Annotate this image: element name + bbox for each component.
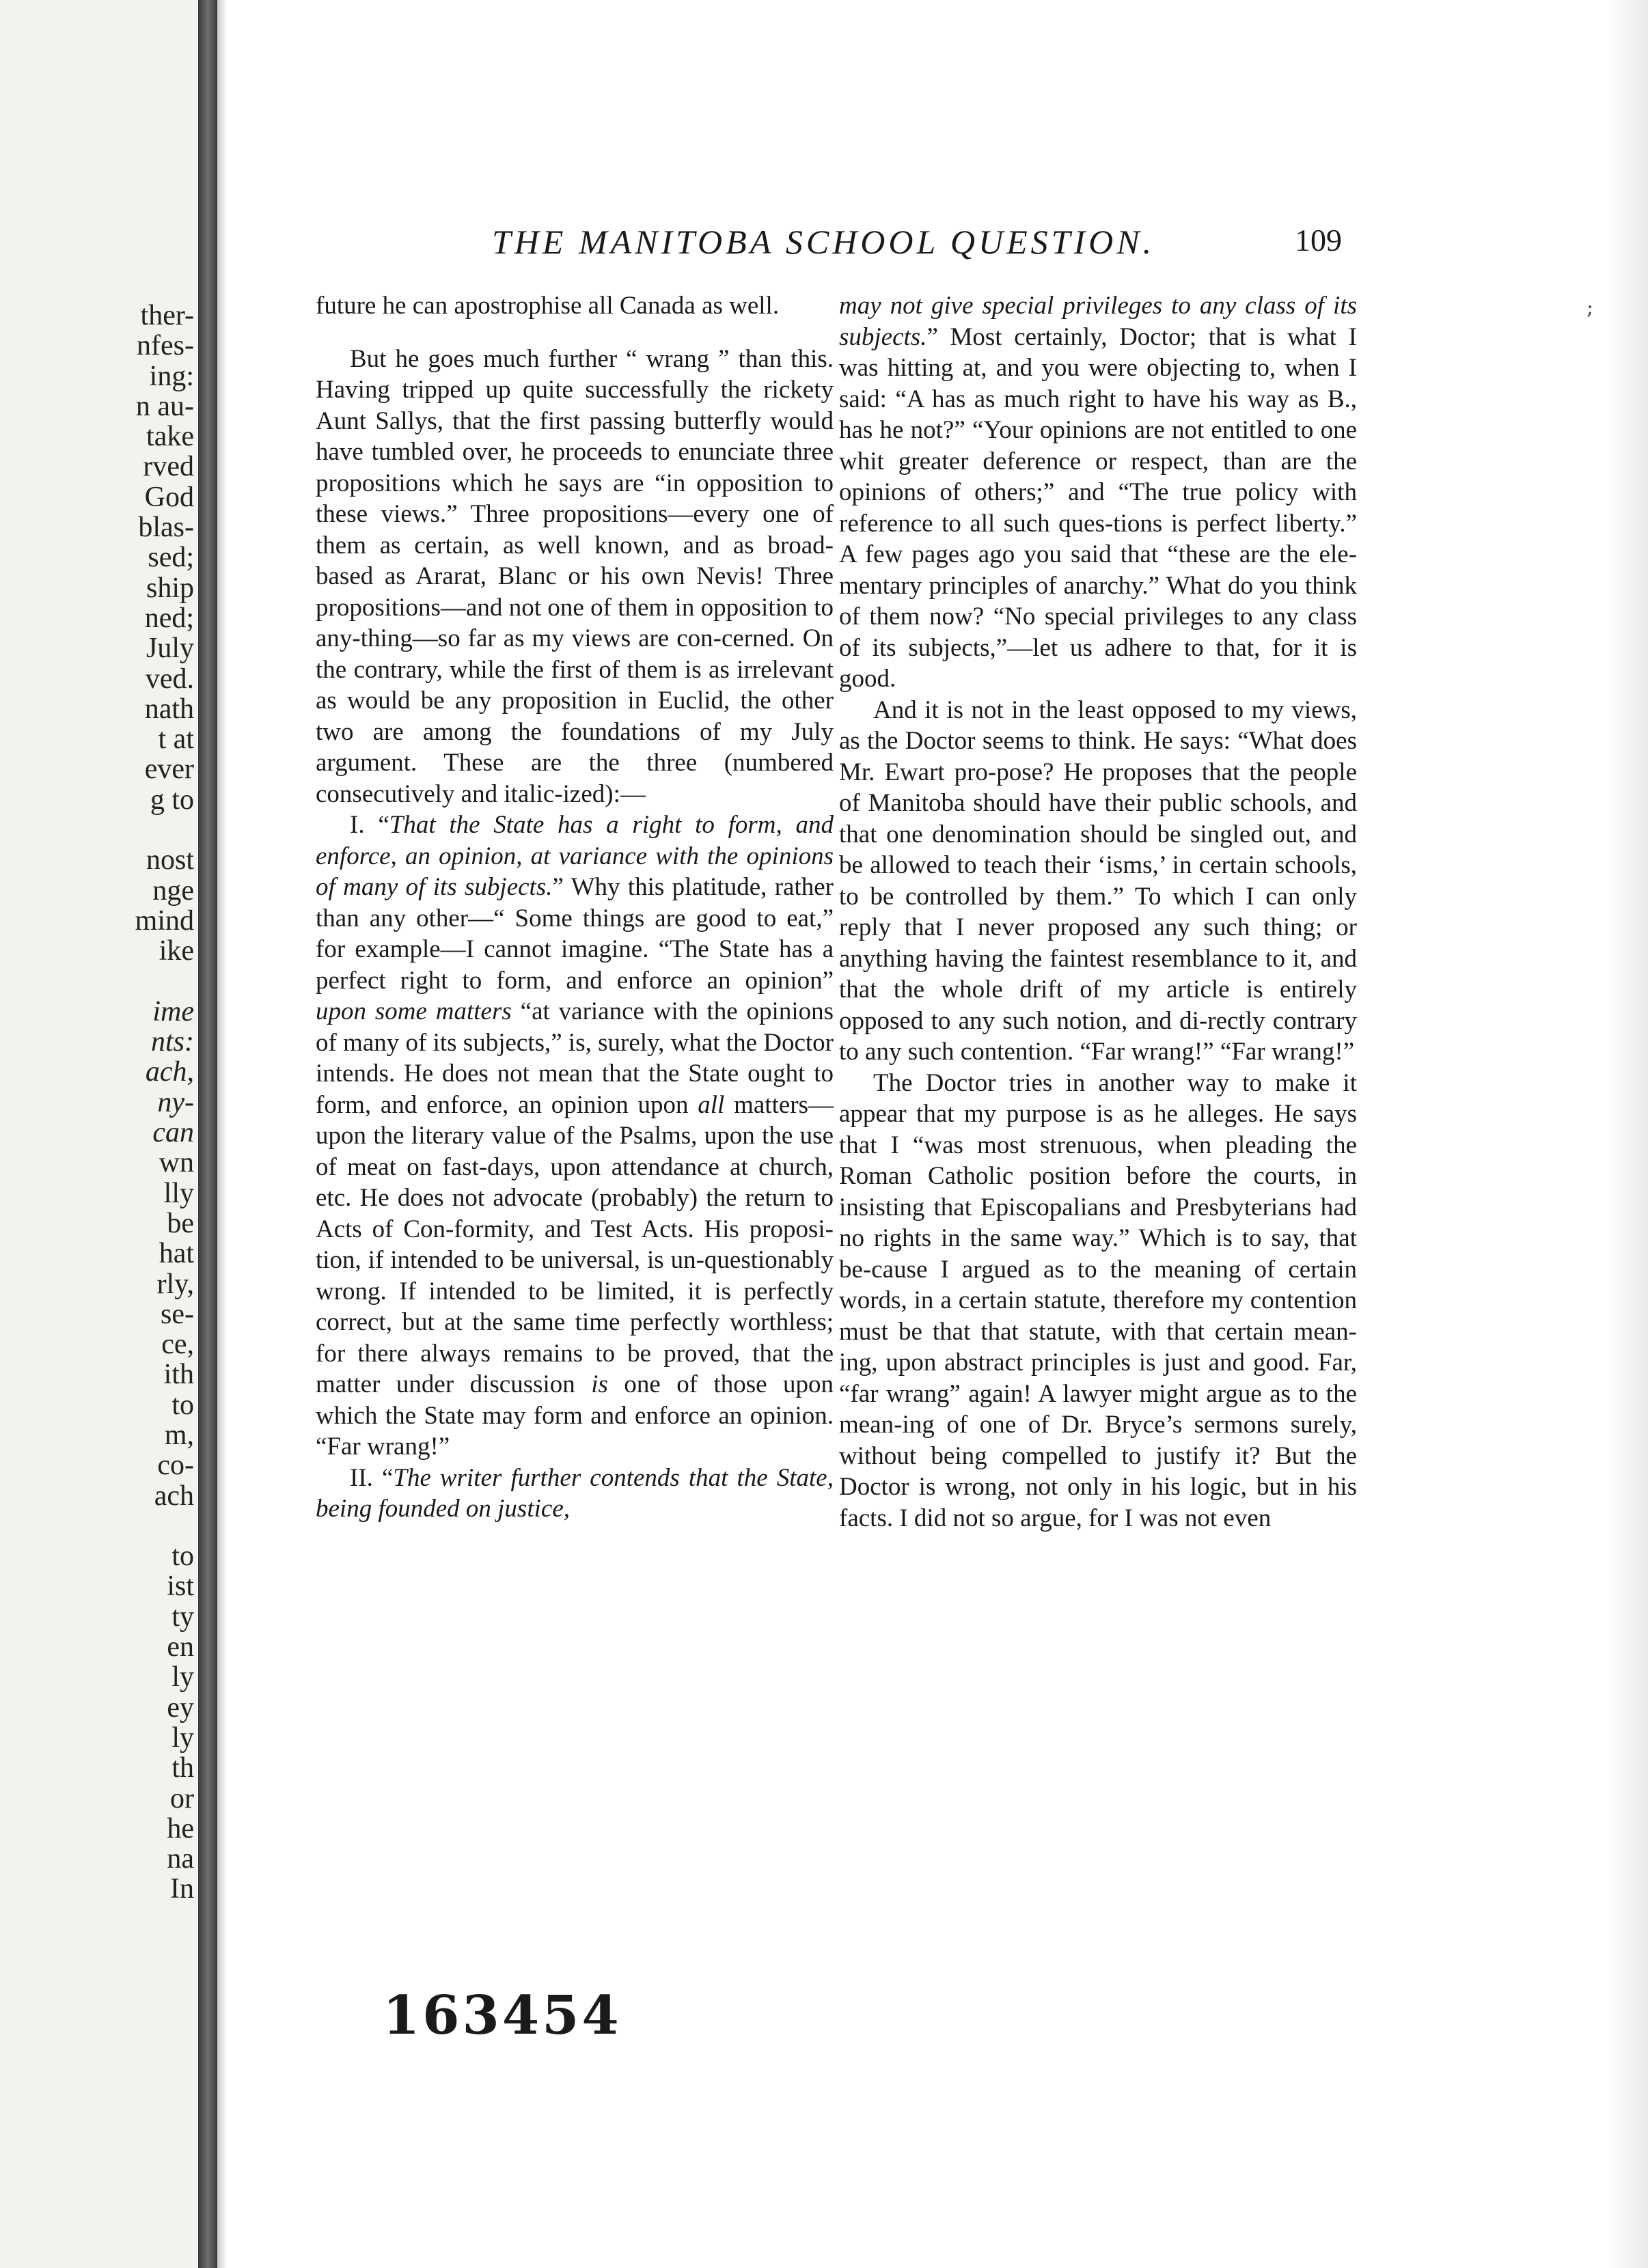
facing-page-fragment: [0, 967, 194, 997]
facing-page-fragment: sed;: [148, 542, 194, 573]
running-head: THE MANITOBA SCHOOL QUESTION.: [492, 223, 1155, 261]
facing-page-fragment: ny-: [157, 1087, 194, 1118]
italic-text: upon some matters: [316, 997, 512, 1025]
facing-page-fragment: July: [146, 633, 194, 664]
stray-mark: ;: [1587, 296, 1594, 320]
right-column: [839, 290, 1357, 1534]
facing-page-fragment: co-: [157, 1450, 194, 1481]
facing-page-fragment: ey: [167, 1692, 194, 1723]
facing-page-fragment: ach,: [145, 1057, 194, 1088]
facing-page: [0, 0, 198, 2268]
text-run: “at variance with the opinions of many of its subjects,” is, surely, what the Doctor intends. He does not mean that the State ought to form, and enforce, an opinion upon: [316, 997, 834, 1119]
facing-page-fragment: ned;: [144, 603, 194, 634]
italic-text: may not give special privileges to any class of its subjects.: [839, 292, 1357, 351]
page-number: 109: [1295, 223, 1342, 258]
facing-page-fragment: ther-: [140, 301, 194, 331]
facing-page-fragment: ith: [163, 1359, 194, 1390]
facing-page-fragment: ly: [171, 1722, 194, 1754]
text-run: ” Most certainly, Doctor; that is what I was hitting at, and you were objecting to, when I said: “A has as much right to have his way as B., has he not?” “Your opinions are not entitled to one whit greater deference or respect, than are the opinions of others;” and “The true policy with reference to all such ques-tions is perfect liberty.” A few pages ago you said that “these are the ele-mentary principles of anarchy.” What do you think of them now? “No special privileges to any class of its subjects,”—let us adhere to that, for it is good.: [839, 322, 1357, 693]
facing-page-fragment: be: [167, 1208, 194, 1239]
text-run: matters—upon the literary value of the Psalms, upon the use of meat on fast-days, upon attendance at church, etc. He does not advocate (probably) the return to Acts of Con-formity, and Test Acts. His proposi-tion, if intended to be universal, is un-questionably wrong. If intended to be limited, it is perfectly correct, but at the same time perfectly worthless; for there always remains to be proved, that the matter under discussion: [316, 1090, 834, 1398]
facing-page-fragment: [0, 1511, 194, 1541]
facing-page-fragment: can: [152, 1118, 194, 1148]
facing-page-fragment: to: [171, 1389, 194, 1420]
facing-page-fragment: lly: [163, 1178, 194, 1208]
right-column-paragraph: The Doctor tries in another way to make it appear that my purpose is as he alleges. He says that I “was most strenuous, when pleading the Roman Catholic position before the courts, in insisting that Episcopalians and Presbyterians had no rights in the same way.” Which is to say, that be-cause I argued as to the meaning of certain words, in a certain statute, therefore my contention must be that that statute, with that certain mean-ing, upon abstract principles is just and good. Far, “far wrang” again! A lawyer might argue as to the mean-ing of one of Dr. Bryce’s sermons surely, without being compelled to justify it? But the Doctor is wrong, not only in his logic, but in his facts. I did not so argue, for I was not even: [839, 1068, 1357, 1532]
facing-page-fragment: n au-: [135, 391, 194, 422]
facing-page-fragment: ing:: [149, 361, 194, 391]
facing-page-fragment: nts:: [151, 1027, 194, 1057]
facing-page-fragment: nath: [144, 693, 194, 725]
italic-text: The writer further contends that the State, being founded on justice,: [316, 1463, 834, 1523]
facing-page-fragment: to: [171, 1541, 194, 1572]
facing-page-fragment: ist: [167, 1571, 194, 1602]
facing-page-fragment: na: [167, 1844, 194, 1875]
facing-page-fragment: ime: [152, 996, 194, 1027]
page-edge: [1607, 0, 1648, 2268]
facing-page-fragment: ever: [144, 754, 194, 785]
text-run: ” Why this platitude, rather than any other—“ Some things are good to eat,” for example—I cannot imagine. “The State has a perfect right to form, and enforce an opinion”: [316, 873, 834, 995]
facing-page-fragment: or: [170, 1783, 194, 1814]
facing-page-fragment: ship: [146, 572, 194, 603]
facing-page-fragment: ike: [159, 936, 194, 967]
right-column-paragraph: [839, 290, 1357, 695]
facing-page-fragment: ty: [171, 1601, 194, 1633]
facing-page-fragment: [0, 815, 194, 845]
facing-page-fragment: hat: [159, 1239, 194, 1269]
facing-page-fragment: rved: [143, 452, 194, 482]
italic-text: all: [698, 1090, 725, 1119]
text-run: II. “: [350, 1463, 394, 1492]
facing-page-fragment: nge: [152, 875, 194, 906]
facing-page-fragment: th: [171, 1753, 194, 1784]
facing-page-fragment: se-: [161, 1299, 194, 1330]
facing-page-fragment: g to: [150, 784, 194, 816]
facing-page-fragment: wn: [159, 1148, 194, 1178]
facing-page-fragment: ce,: [161, 1329, 194, 1360]
facing-page-fragment: God: [144, 482, 194, 513]
italic-text: is: [591, 1370, 608, 1398]
facing-page-fragment: take: [146, 421, 194, 452]
text-run: one of those upon which the State may form and enforce an opinion. “Far wrang!”: [316, 1370, 834, 1461]
facing-page-fragment: nfes-: [137, 331, 194, 361]
facing-page-fragment: ved.: [145, 663, 194, 694]
left-column-paragraph: [316, 810, 834, 1463]
italic-text: That the State has a right to form, and enforce, an opinion, at variance with the opinions of many of its subjects.: [316, 811, 834, 901]
facing-page-text: [0, 301, 198, 1905]
text-run: I. “: [350, 811, 389, 839]
left-column: [316, 290, 834, 1525]
right-column-paragraph: And it is not in the least opposed to my views, as the Doctor seems to think. He says: “What does Mr. Ewart pro-pose? He proposes that the people of Manitoba should have their public schools, and that one denomination should be singled out, and be allowed to teach their ‘isms,’ in certain schools, to be controlled by them.” To which I can only reply that I never proposed any such thing; or anything having the faintest resemblance to it, and that the whole drift of my article is entirely opposed to any such notion, and di-rectly contrary to any such contention. “Far wrang!” “Far wrang!”: [839, 695, 1357, 1066]
left-column-paragraph: But he goes much further “ wrang ” than this. Having tripped up quite successfully the rickety Aunt Sallys, that the first passing butterfly would have tumbled over, he proceeds to enunciate three propositions which he says are “in opposition to these views.” Three propositions—every one of them as certain, as well known, and as broad-based as Ararat, Blanc or his own Nevis! Three propositions—and not one of them in opposition to any-thing—so far as my views are con-cerned. On the contrary, while the first of them is as irrelevant as would be any proposition in Euclid, the other two are among the foundations of my July argument. These are the three (numbered consecutively and italic-ized):—: [316, 344, 834, 808]
facing-page-fragment: en: [167, 1632, 194, 1663]
facing-page-fragment: In: [170, 1874, 194, 1905]
facing-page-fragment: ach: [154, 1480, 194, 1511]
accession-number: 163454: [383, 1984, 622, 2047]
gutter-shadow: [217, 0, 227, 2268]
facing-page-fragment: he: [167, 1813, 194, 1844]
book-gutter: [198, 0, 217, 2268]
facing-page-fragment: blas-: [138, 512, 194, 543]
facing-page-fragment: nost: [146, 845, 194, 876]
facing-page-fragment: rly,: [156, 1269, 194, 1299]
facing-page-fragment: mind: [135, 905, 194, 937]
left-column-paragraph: future he can apostrophise all Canada as well.: [316, 292, 780, 320]
facing-page-fragment: t at: [158, 724, 194, 755]
facing-page-fragment: m,: [164, 1420, 194, 1451]
left-column-paragraph: [316, 1463, 834, 1525]
facing-page-fragment: ly: [171, 1662, 194, 1693]
